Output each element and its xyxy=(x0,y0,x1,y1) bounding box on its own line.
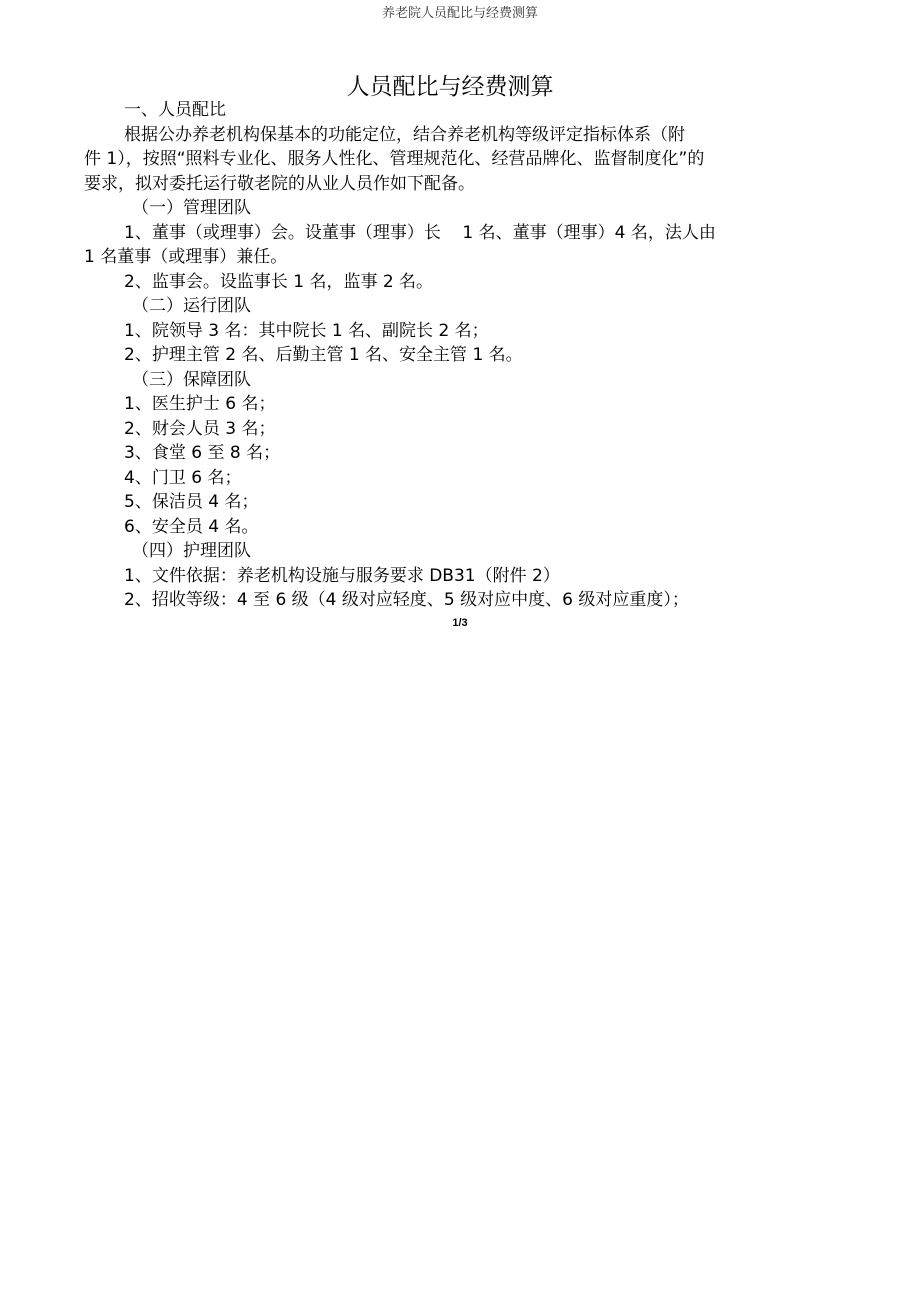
list-item: 1、董事（或理事）会。设董事（理事）长 1 名、董事（理事）4 名，法人由 xyxy=(124,222,716,243)
list-item: 2、护理主管 2 名、后勤主管 1 名、安全主管 1 名。 xyxy=(124,345,523,365)
list-item: 3、食堂 6 至 8 名； xyxy=(124,443,281,463)
subsection-heading: （四）护理团队 xyxy=(132,541,251,561)
section-heading: 一、人员配比 xyxy=(124,100,226,120)
document-body xyxy=(84,98,854,613)
paragraph-line: 件 1），按照“照料专业化、服务人性化、管理规范化、经营品牌化、监督制度化”的 xyxy=(84,149,705,169)
list-item: 4、门卫 6 名； xyxy=(124,467,242,488)
subsection-heading: （一）管理团队 xyxy=(132,198,251,218)
paragraph-line: 根据公办养老机构保基本的功能定位，结合养老机构等级评定指标体系（附 xyxy=(124,124,685,145)
page-number: 1/3 xyxy=(452,617,468,629)
list-item: 2、招收等级：4 至 6 级（4 级对应轻度、5 级对应中度、6 级对应重度）； xyxy=(124,590,689,610)
document-title: 人员配比与经费测算 xyxy=(346,74,554,100)
running-header: 养老院人员配比与经费测算 xyxy=(381,6,538,21)
list-item: 5、保洁员 4 名； xyxy=(124,492,259,512)
list-item-continuation: 1 名董事（或理事）兼任。 xyxy=(84,247,288,267)
list-item: 2、财会人员 3 名； xyxy=(124,418,276,439)
paragraph-line: 要求，拟对委托运行敬老院的从业人员作如下配备。 xyxy=(84,173,475,194)
list-item: 2、监事会。设监事长 1 名，监事 2 名。 xyxy=(124,271,434,292)
subsection-heading: （二）运行团队 xyxy=(132,296,251,316)
subsection-heading: （三）保障团队 xyxy=(132,369,251,390)
list-item: 1、文件依据：养老机构设施与服务要求 DB31（附件 2） xyxy=(124,565,560,586)
list-item: 1、院领导 3 名：其中院长 1 名、副院长 2 名； xyxy=(124,320,489,341)
list-item: 6、安全员 4 名。 xyxy=(124,516,259,537)
list-item: 1、医生护士 6 名； xyxy=(124,394,276,414)
